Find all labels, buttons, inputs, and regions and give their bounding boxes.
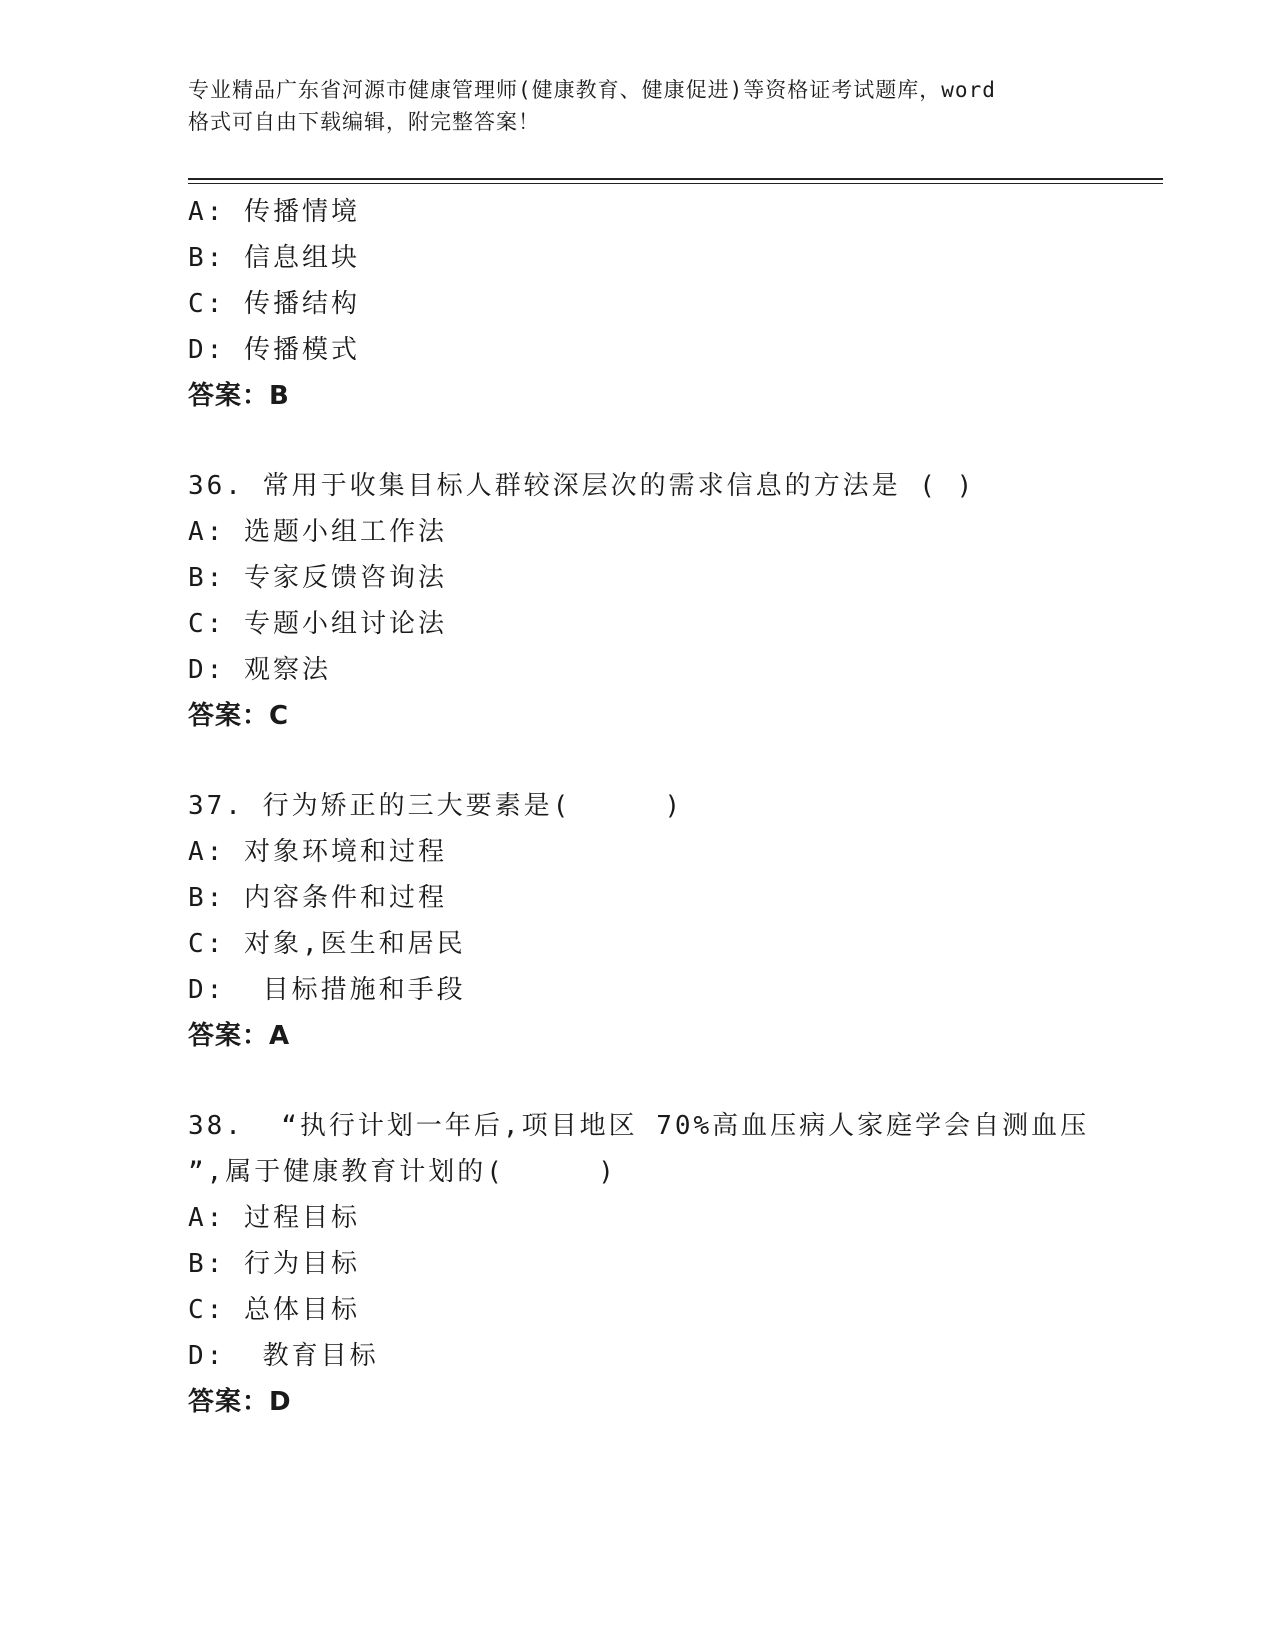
question-list [188,189,1148,1425]
answer-line: 答案：C [188,701,290,731]
question-35-block [188,189,1148,419]
option-a: A: 对象环境和过程 [188,837,447,867]
option-b: B: 行为目标 [188,1249,360,1279]
option-d: D: 传播模式 [188,335,360,365]
option-a: A: 传播情境 [188,197,360,227]
document-header [188,74,1088,138]
question-36-block [188,463,1148,739]
option-c: C: 总体目标 [188,1295,360,1325]
question-text-line-1: 38. “执行计划一年后,项目地区 70%高血压病人家庭学会自测血压 [188,1111,1090,1141]
spacer [188,1059,1148,1103]
spacer [188,419,1148,463]
option-d: D: 目标措施和手段 [188,975,466,1005]
option-a: A: 过程目标 [188,1203,360,1233]
option-b: B: 内容条件和过程 [188,883,447,913]
header-line-1: 专业精品广东省河源市健康管理师(健康教育、健康促进)等资格证考试题库，word [188,78,996,102]
answer-line: 答案：B [188,381,290,411]
spacer [188,739,1148,783]
option-c: C: 传播结构 [188,289,360,319]
header-divider [188,178,1163,184]
option-c: C: 对象,医生和居民 [188,929,466,959]
option-a: A: 选题小组工作法 [188,517,447,547]
question-text: 37. 行为矫正的三大要素是( ) [188,791,684,821]
question-text: 36. 常用于收集目标人群较深层次的需求信息的方法是 ( ) [188,471,976,501]
option-d: D: 教育目标 [188,1341,379,1371]
question-text-line-2: ”,属于健康教育计划的( ) [188,1157,617,1187]
answer-line: 答案：D [188,1387,292,1417]
option-b: B: 信息组块 [188,243,360,273]
option-c: C: 专题小组讨论法 [188,609,447,639]
option-b: B: 专家反馈咨询法 [188,563,447,593]
option-d: D: 观察法 [188,655,331,685]
question-37-block [188,783,1148,1059]
question-38-block [188,1103,1148,1425]
answer-line: 答案：A [188,1021,291,1051]
header-line-2: 格式可自由下载编辑，附完整答案！ [188,110,540,134]
